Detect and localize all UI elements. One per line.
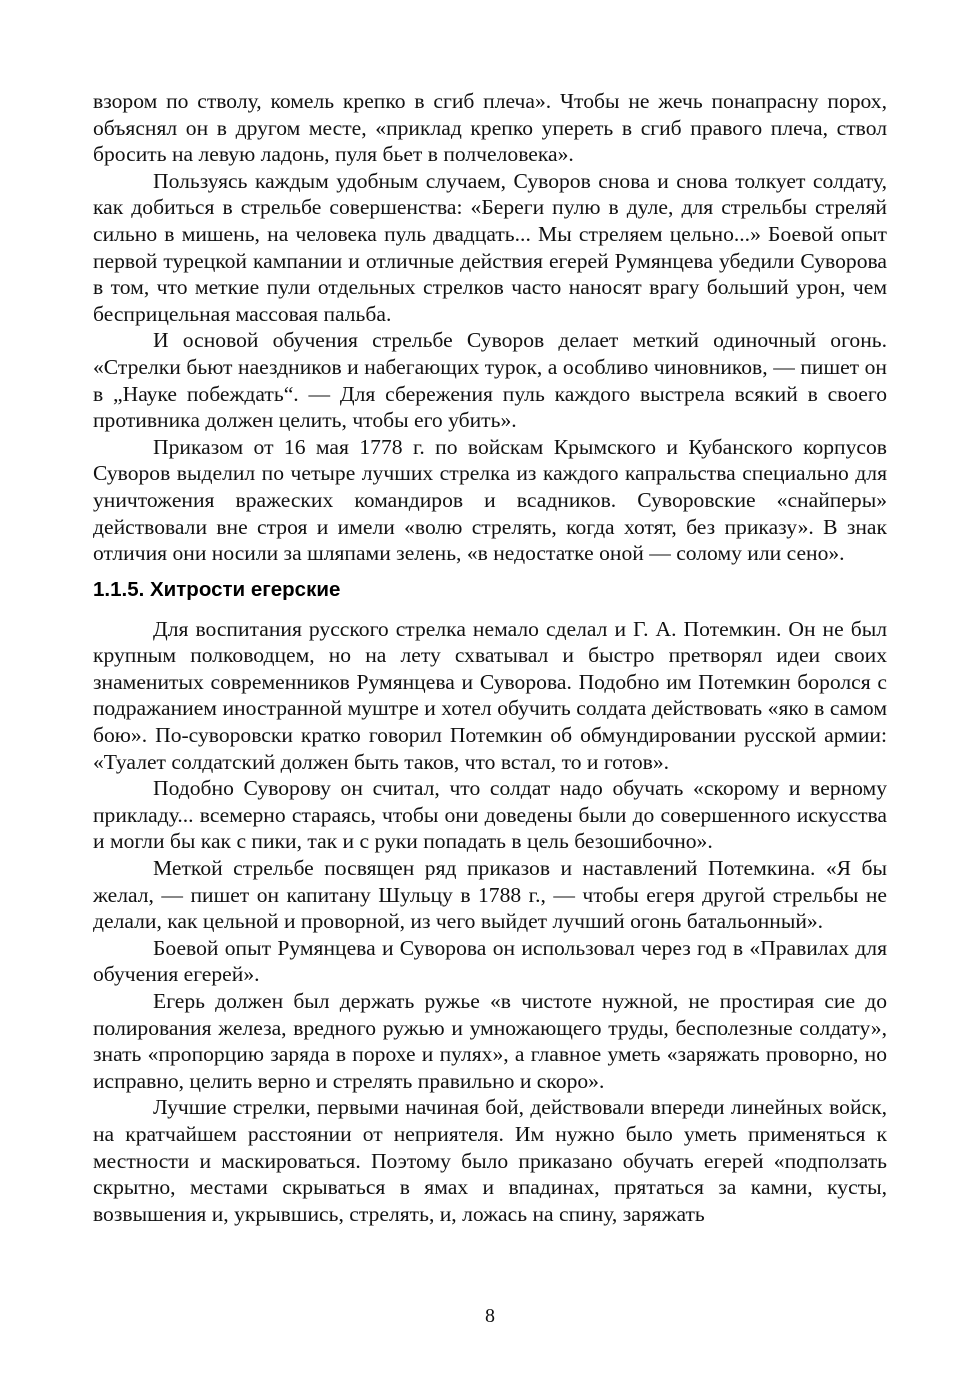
paragraph: Меткой стрельбе посвящен ряд приказов и наставлений Потемкина. «Я бы желал, — пишет он капитану Шульцу в 1788 г., — чтобы егеря другой стрельбы не делали, как цельной и проворной, из чего выйдет лучший огонь батальонный». [93,856,887,934]
paragraph: Боевой опыт Румянцева и Суворова он использовал через год в «Правилах для обучения егерей». [93,935,887,987]
paragraph-continuation: взором по стволу, комель крепко в сгиб плеча». Чтобы не жечь понапрасну порох, объяснял он в другом месте, «приклад крепко упереть в сгиб правого плеча, ствол бросить на левую ладонь, пуля бьет в полчеловека». [93,89,887,167]
paragraph: Для воспитания русского стрелка немало сделал и Г. А. Потемкин. Он не был крупным полководцем, но на лету схватывал и быстро претворял идеи своих знаменитых современников Румянцева и Суворова. Подобно им Потемкин боролся с подражанием иностранной муштре и хотел обучить солдата действовать «яко в самом бою». По-суворовски кратко говорил Потемкин об обмундировании русской армии: «Туалет солдатский должен быть таков, что встал, то и готов». [93,616,887,774]
paragraph: И основой обучения стрельбе Суворов делает меткий одиночный огонь. «Стрелки бьют наездников и набегающих турок, а особливо чиновников, — пишет он в „Науке побеждать“. — Для сбережения пуль каждого выстрела всякий в своего противника должен целить, чтобы его убить». [93,328,887,433]
paragraph: Подобно Суворову он считал, что солдат надо обучать «скорому и верному прикладу... всемерно стараясь, чтобы они доведены были до совершенного искусства и могли бы как с пики, так и с руки попадать в цель безошибочно». [93,776,887,854]
page-number: 8 [485,1305,495,1327]
section-heading: 1.1.5. Хитрости егерские [93,577,341,601]
paragraph: Егерь должен был держать ружье «в чистоте нужной, не простирая сие до полирования железа, вредного ружью и умножающего труды, бесполезные солдату», знать «пропорцию заряда в порохе и пулях», а главное уметь «заряжать проворно, но исправно, целить верно и стрелять правильно и скоро». [93,989,887,1093]
paragraph: Приказом от 16 мая 1778 г. по войскам Крымского и Кубанского корпусов Суворов выделил по четыре лучших стрелка из каждого капральства специально для уничтожения вражеских командиров и всадников. Суворовские «снайперы» действовали вне строя и имели «волю стрелять, когда хотят, без приказу». В знак отличия они носили за шляпами зелень, «в недостатке оной — солому или сено». [93,434,887,566]
paragraph: Пользуясь каждым удобным случаем, Суворов снова и снова толкует солдату, как добиться в стрельбе совершенства: «Береги пулю в дуле, для стрельбы стреляй сильно в мишень, на человека пуль двадцать... Мы стреляем цельно...» Боевой опыт первой турецкой кампании и отличные действия егерей Румянцева убедили Суворова в том, что меткие пули отдельных стрелков часто наносят врагу больший урон, чем бесприцельная массовая пальба. [93,168,887,326]
paragraph: Лучшие стрелки, первыми начиная бой, действовали впереди линейных войск, на кратчайшем расстоянии от неприятеля. Им нужно было уметь применяться к местности и маскироваться. Поэтому было приказано обучать егерей «подползать скрытно, местами скрываться в ямах и впадинах, прятаться за камни, кусты, возвышения и, укрывшись, стрелять, и, ложась на спину, заряжать [93,1095,887,1226]
document-page [93,88,887,1227]
